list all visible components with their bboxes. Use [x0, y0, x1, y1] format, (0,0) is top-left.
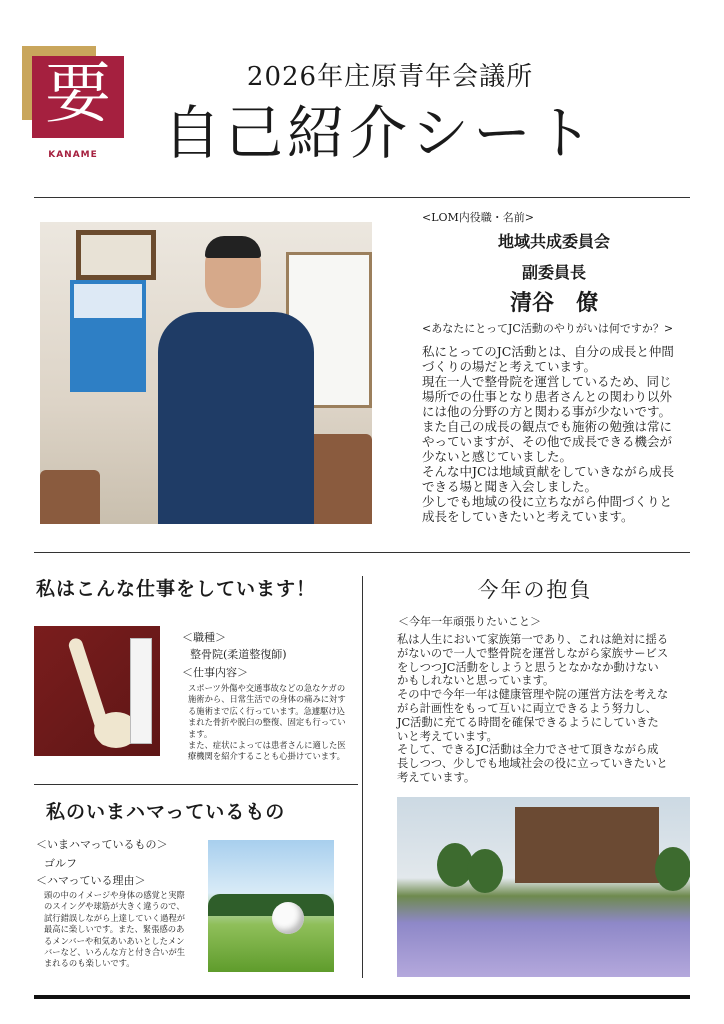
park-tower-photo: [397, 797, 690, 977]
hobby-reason-label: ＜ハマっている理由＞: [36, 874, 146, 887]
hobby-item-label: ＜いまハマっているもの＞: [36, 838, 168, 851]
logo-name: KANAME: [48, 150, 98, 160]
hobby-heading: 私のいまハマっているもの: [46, 801, 286, 823]
hobby-reason-text: 頭の中のイメージや身体の感覚と実際 のスイングや球筋が大きく違うので、 試行錯誤しながら上達していく過程が 最高に楽しいです。また、緊張感のあ るメンバーや和気あいあいとしたメン バーなど、いろんな方と付き合いが生 まれるのも楽しいです。: [44, 890, 186, 969]
resolution-heading: 今年の抱負: [477, 578, 593, 602]
kaname-logo: [22, 46, 124, 160]
header-subtitle: 2026年庄原青年会議所: [246, 62, 534, 92]
golf-photo: [208, 840, 334, 972]
header-divider: [34, 197, 690, 198]
hobby-item-value: ゴルフ: [44, 857, 77, 870]
section-divider: [34, 552, 690, 553]
page-title: 自己紹介シート: [162, 99, 597, 167]
question-answer: 私にとってのJC活動とは、自分の成長と仲間 づくりの場だと考えています。 現在一人で整骨院を運営しているため、同じ 場所での仕事となり患者さんとの関わり以外 には他の分野の方と関わる事が少ないです。 また自己の成長の観点でも施術の勉強は常に やっていますが、その他で成長できる機会が 少ないと感じていました。 そんな中JCは地域貢献をしていきながら成長 できる場と聞き入会しました。 少しでも地域の役に立ちながら仲間づくりと 成長をしていきたいと考えています。: [422, 344, 675, 524]
member-name: 清谷 僚: [509, 290, 598, 316]
work-divider: [34, 784, 358, 785]
resolution-label: ＜今年一年頑張りたいこと＞: [398, 615, 541, 628]
portrait-photo: [40, 222, 372, 524]
question-label: <あなたにとってJC活動のやりがいは何ですか？>: [422, 322, 674, 335]
logo-glyph: 要: [45, 55, 111, 132]
spine-model-photo: [34, 626, 160, 756]
work-type-value: 整骨院(柔道整復師): [190, 648, 287, 661]
role-title: 副委員長: [521, 263, 586, 282]
footer-bar: [34, 995, 690, 999]
position-label: <LOM内役職・名前>: [422, 211, 535, 224]
resolution-text: 私は人生において家族第一であり、これは絶対に揺る がないので一人で整骨院を運営しながら家族サービス をしつつJC活動をしようと思うとなかなか動けない かもしれないと思っています。 その中で今年一年は健康管理や院の運営方法を考えな がら計画性をもって互いに両立できるよう努力し、 JC活動に充てる時間を確保できるようにしていきた いと考えています。 そして、できるJC活動は全力でさせて頂きながら成 長しつつ、少しでも地域社会の役に立っていきたいと 考えています。: [397, 633, 669, 784]
work-content-label: ＜仕事内容＞: [182, 666, 248, 679]
column-divider: [362, 576, 363, 978]
work-content-text: スポーツ外傷や交通事故などの急なケガの 施術から、日常生活での身体の痛みに対す る施術まで広く行っています。急遽駆け込 まれた骨折や脱臼の整復、固定も行ってい ます。 また、症状によっては患者さんに適した医 療機関を紹介することも心掛けています。: [188, 683, 346, 762]
committee-name: 地域共成委員会: [497, 232, 610, 251]
work-type-label: ＜職種＞: [182, 631, 226, 644]
work-heading: 私はこんな仕事をしています！: [36, 578, 317, 600]
